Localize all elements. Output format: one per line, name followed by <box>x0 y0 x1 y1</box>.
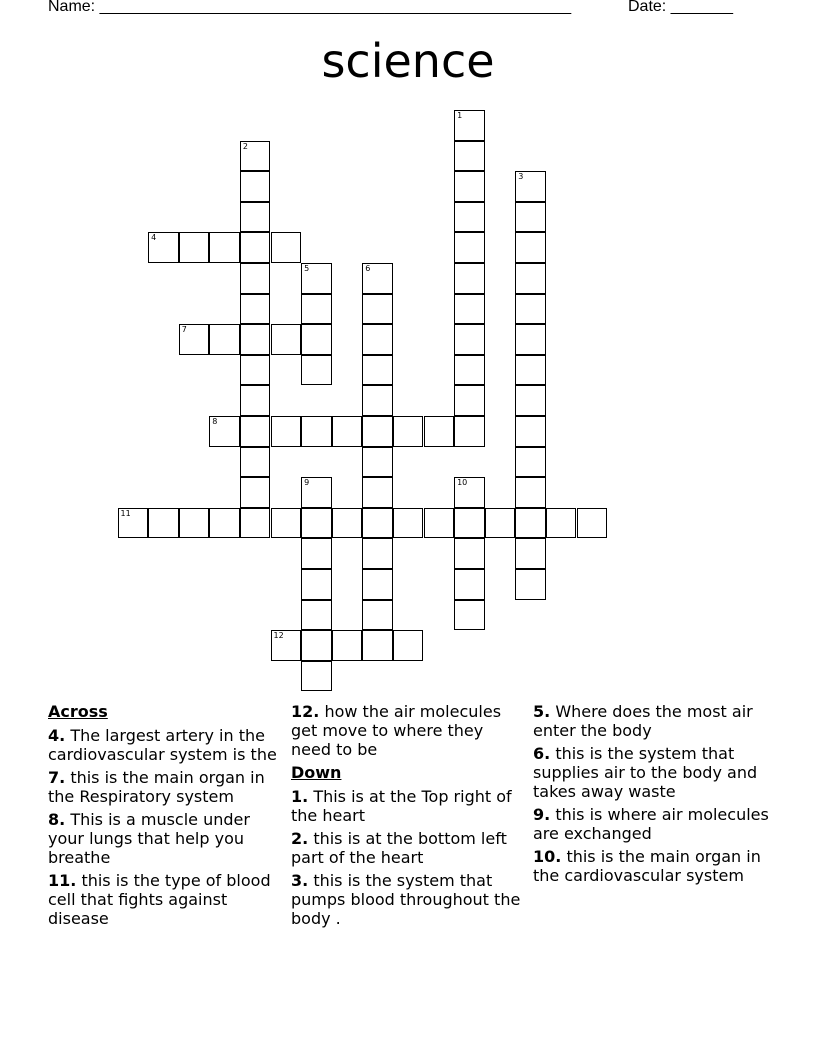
grid-cell[interactable] <box>271 508 302 539</box>
grid-cell[interactable] <box>209 324 240 355</box>
grid-cell[interactable] <box>515 477 546 508</box>
grid-cell[interactable] <box>546 508 577 539</box>
grid-cell[interactable] <box>301 416 332 447</box>
clue-number: 7. <box>48 768 66 787</box>
clue-number-label: 5 <box>304 264 310 273</box>
grid-cell[interactable] <box>515 171 546 202</box>
clue-number: 11. <box>48 871 77 890</box>
grid-cell[interactable] <box>362 630 393 661</box>
grid-cell[interactable] <box>301 324 332 355</box>
grid-cell[interactable] <box>515 538 546 569</box>
clues-column-2 <box>291 702 527 932</box>
clue-number: 1. <box>291 787 309 806</box>
grid-cell[interactable] <box>240 202 271 233</box>
clue-number: 6. <box>533 744 551 763</box>
clue-text: this is where air molecules are exchanged <box>533 805 769 843</box>
grid-cell[interactable] <box>271 324 302 355</box>
grid-cell[interactable] <box>515 202 546 233</box>
grid-cell[interactable] <box>332 630 363 661</box>
clue-text: this is the main organ in the Respiratory system <box>48 768 265 806</box>
clue-number-label: 2 <box>242 141 248 151</box>
grid-cell[interactable] <box>515 263 546 294</box>
grid-cell[interactable] <box>424 416 455 447</box>
clue-number: 12. <box>291 702 320 721</box>
grid-cell[interactable] <box>515 355 546 386</box>
grid-cell[interactable] <box>454 416 485 447</box>
grid-cell[interactable] <box>179 232 210 263</box>
down-heading: Down <box>291 763 342 782</box>
grid-cell[interactable] <box>301 263 332 294</box>
grid-cell[interactable] <box>515 385 546 416</box>
down-clue-10 <box>533 847 769 885</box>
grid-cell[interactable] <box>271 416 302 447</box>
across-clue-8 <box>48 810 284 867</box>
clue-number-label: 8 <box>212 417 218 426</box>
name-field-label: Name: _____________________________________________________ <box>48 0 572 15</box>
clue-number-label: 4 <box>151 233 157 243</box>
grid-cell[interactable] <box>362 600 393 631</box>
grid-cell[interactable] <box>301 294 332 325</box>
clue-number-label: 12 <box>273 631 284 641</box>
grid-cell[interactable] <box>301 600 332 631</box>
clue-text: This is at the Top right of the heart <box>291 787 512 825</box>
grid-cell[interactable] <box>454 538 485 569</box>
grid-cell[interactable] <box>454 294 485 325</box>
date-field-label: Date: _______ <box>628 0 733 15</box>
grid-cell[interactable] <box>393 508 424 539</box>
grid-cell[interactable] <box>454 569 485 600</box>
grid-cell[interactable] <box>209 508 240 539</box>
clue-text: this is the system that pumps blood throughout the body . <box>291 871 521 928</box>
down-clue-3 <box>291 871 527 928</box>
grid-cell[interactable] <box>179 508 210 539</box>
grid-cell[interactable] <box>515 416 546 447</box>
grid-cell[interactable] <box>454 508 485 539</box>
clue-number: 10. <box>533 847 562 866</box>
grid-cell[interactable] <box>362 508 393 539</box>
grid-cell[interactable] <box>454 232 485 263</box>
down-clue-5 <box>533 702 769 740</box>
grid-cell[interactable] <box>209 416 240 447</box>
grid-cell[interactable] <box>362 447 393 478</box>
grid-cell[interactable] <box>515 569 546 600</box>
grid-cell[interactable] <box>179 324 210 355</box>
grid-cell[interactable] <box>362 477 393 508</box>
grid-cell[interactable] <box>301 630 332 661</box>
down-clue-9 <box>533 805 769 843</box>
grid-cell[interactable] <box>454 600 485 631</box>
grid-cell[interactable] <box>118 508 149 539</box>
grid-cell[interactable] <box>515 232 546 263</box>
grid-cell[interactable] <box>485 508 516 539</box>
grid-cell[interactable] <box>362 294 393 325</box>
grid-cell[interactable] <box>362 538 393 569</box>
grid-cell[interactable] <box>515 508 546 539</box>
clue-text: this is at the bottom left part of the heart <box>291 829 507 867</box>
grid-cell[interactable] <box>424 508 455 539</box>
grid-cell[interactable] <box>148 232 179 263</box>
grid-cell[interactable] <box>271 232 302 263</box>
grid-cell[interactable] <box>271 630 302 661</box>
clue-text: this is the main organ in the cardiovascular system <box>533 847 761 885</box>
grid-cell[interactable] <box>301 661 332 692</box>
grid-cell[interactable] <box>362 324 393 355</box>
grid-cell[interactable] <box>148 508 179 539</box>
clue-text: how the air molecules get move to where they need to be <box>291 702 502 759</box>
clue-number-label: 7 <box>181 325 187 335</box>
clue-text: The largest artery in the cardiovascular system is the <box>48 726 277 764</box>
grid-cell[interactable] <box>301 538 332 569</box>
grid-cell[interactable] <box>209 232 240 263</box>
clue-number-label: 6 <box>365 264 371 273</box>
grid-cell[interactable] <box>454 324 485 355</box>
grid-cell[interactable] <box>240 355 271 386</box>
grid-cell[interactable] <box>515 447 546 478</box>
grid-cell[interactable] <box>240 232 271 263</box>
down-clue-2 <box>291 829 527 867</box>
across-clue-12 <box>291 702 527 759</box>
clue-text: This is a muscle under your lungs that help you breathe <box>48 810 250 867</box>
grid-cell[interactable] <box>393 416 424 447</box>
grid-cell[interactable] <box>454 477 485 508</box>
grid-cell[interactable] <box>454 110 485 141</box>
grid-cell[interactable] <box>515 324 546 355</box>
clue-number-label: 3 <box>518 172 524 182</box>
grid-cell[interactable] <box>301 508 332 539</box>
page-title: science <box>321 34 495 88</box>
across-clue-7 <box>48 768 284 806</box>
grid-cell[interactable] <box>454 385 485 416</box>
grid-cell[interactable] <box>362 263 393 294</box>
clue-number-label: 10 <box>457 478 468 488</box>
grid-cell[interactable] <box>240 171 271 202</box>
grid-cell[interactable] <box>332 416 363 447</box>
across-clue-4 <box>48 726 284 764</box>
clue-text: this is the system that supplies air to the body and takes away waste <box>533 744 758 801</box>
clue-number: 4. <box>48 726 66 745</box>
grid-cell[interactable] <box>240 385 271 416</box>
clue-number: 2. <box>291 829 309 848</box>
grid-cell[interactable] <box>454 202 485 233</box>
clues-column-3 <box>533 702 769 889</box>
grid-cell[interactable] <box>454 263 485 294</box>
grid-cell[interactable] <box>362 569 393 600</box>
grid-cell[interactable] <box>240 294 271 325</box>
grid-cell[interactable] <box>240 141 271 172</box>
down-clue-6 <box>533 744 769 801</box>
clue-number: 8. <box>48 810 66 829</box>
grid-cell[interactable] <box>362 416 393 447</box>
grid-cell[interactable] <box>301 477 332 508</box>
clue-text: this is the type of blood cell that fights against disease <box>48 871 271 928</box>
clue-number-label: 9 <box>304 478 310 488</box>
grid-cell[interactable] <box>362 385 393 416</box>
clue-number: 9. <box>533 805 551 824</box>
grid-cell[interactable] <box>362 355 393 386</box>
grid-cell[interactable] <box>240 477 271 508</box>
clue-number-label: 11 <box>120 508 131 518</box>
grid-cell[interactable] <box>393 630 424 661</box>
clue-number: 5. <box>533 702 551 721</box>
grid-cell[interactable] <box>301 355 332 386</box>
grid-cell[interactable] <box>454 141 485 172</box>
down-clue-1 <box>291 787 527 825</box>
grid-cell[interactable] <box>454 355 485 386</box>
grid-cell[interactable] <box>332 508 363 539</box>
clue-text: Where does the most air enter the body <box>533 702 753 740</box>
grid-cell[interactable] <box>240 447 271 478</box>
grid-cell[interactable] <box>240 263 271 294</box>
across-heading: Across <box>48 702 108 721</box>
grid-cell[interactable] <box>240 324 271 355</box>
clue-number-label: 1 <box>457 111 463 120</box>
grid-cell[interactable] <box>301 569 332 600</box>
grid-cell[interactable] <box>240 416 271 447</box>
across-clue-11 <box>48 871 284 928</box>
grid-cell[interactable] <box>515 294 546 325</box>
clue-number: 3. <box>291 871 309 890</box>
grid-cell[interactable] <box>454 171 485 202</box>
grid-cell[interactable] <box>577 508 608 539</box>
clues-column-1 <box>48 702 284 932</box>
grid-cell[interactable] <box>240 508 271 539</box>
